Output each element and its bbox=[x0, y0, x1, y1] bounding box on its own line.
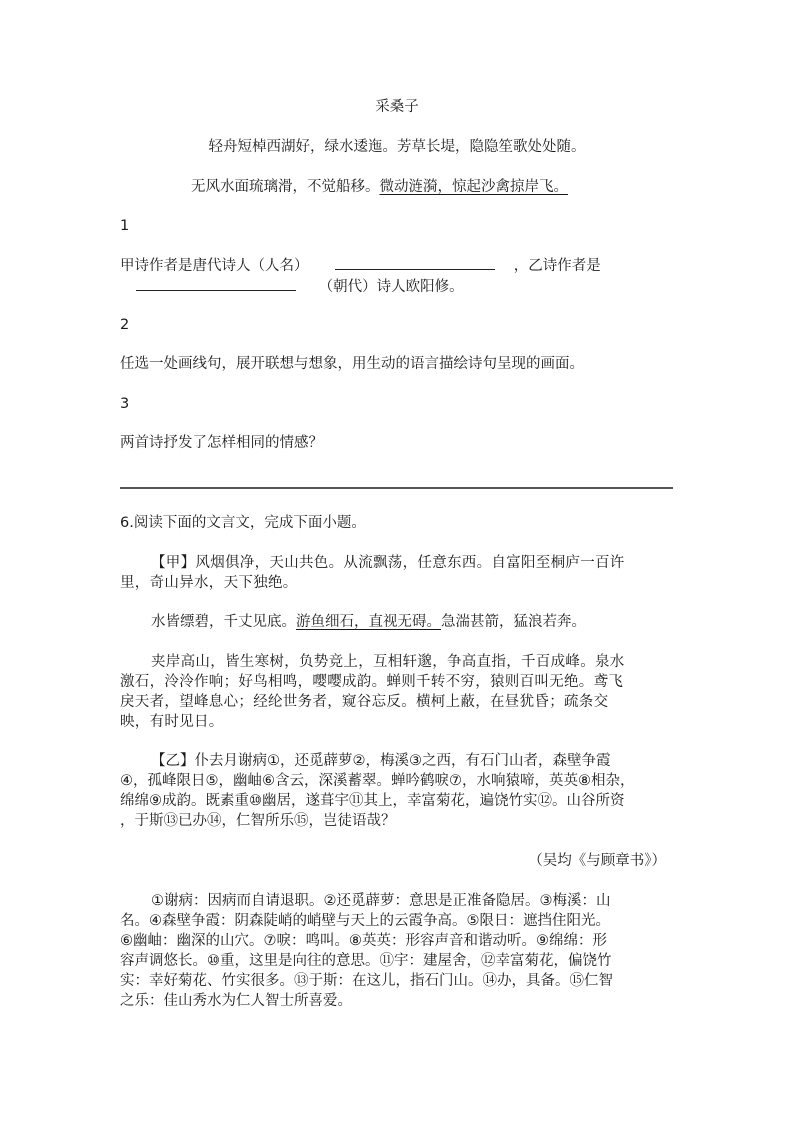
jia-paragraph-3-line-1: 夹岸高山，皆生寒树，负势竞上，互相轩邈，争高直指，千百成峰。泉水 bbox=[151, 654, 625, 670]
answer-blank-poet[interactable] bbox=[335, 255, 495, 270]
question-1-text-a: 甲诗作者是唐代诗人（人名） bbox=[120, 258, 309, 274]
section-divider bbox=[120, 487, 673, 489]
question-1-text-b: ，乙诗作者是 bbox=[513, 258, 601, 274]
notes-line-3: ⑥幽岫：幽深的山穴。⑦唳：鸣叫。⑧英英：形容声音和谐动听。⑨绵绵：形 bbox=[120, 933, 607, 949]
jia-paragraph-3-line-4: 映，有时见日。 bbox=[120, 714, 224, 730]
source-citation: （吴均《与顾章书》） bbox=[528, 853, 666, 869]
yi-paragraph-line-3: 绵绵⑨成韵。既素重⑩幽居，遂葺宇⑪其上，幸富菊花，遍饶竹实⑫。山谷所资 bbox=[120, 793, 625, 809]
question-3-text: 两首诗抒发了怎样相同的情感？ bbox=[120, 435, 323, 451]
question-1-text-c: （朝代）诗人欧阳修。 bbox=[318, 279, 464, 295]
jia-paragraph-2 bbox=[151, 612, 586, 632]
yi-paragraph-line-1: 【乙】仆去月谢病①，还觅薜萝②，梅溪③之西，有石门山者，森壁争霞 bbox=[151, 753, 611, 769]
jia-paragraph-3-line-3: 戾天者，望峰息心；经纶世务者，窥谷忘反。横柯上蔽，在昼犹昏；疏条交 bbox=[120, 694, 609, 710]
question-3-number: 3 bbox=[120, 396, 130, 412]
answer-blank-dynasty[interactable] bbox=[136, 276, 296, 291]
question-1-number: 1 bbox=[120, 218, 130, 234]
poem-line-1: 轻舟短棹西湖好，绿水逶迤。芳草长堤，隐隐笙歌处处随。 bbox=[208, 139, 586, 155]
notes-line-1: ①谢病：因病而自请退职。②还觅薜萝：意思是正准备隐居。③梅溪：山 bbox=[151, 893, 611, 909]
notes-line-4: 容声调悠长。⑩重，这里是向往的意思。⑪宇：建屋舍，⑫幸富菊花，偏饶竹 bbox=[120, 953, 612, 969]
poem-line-2-plain: 无风水面琉璃滑，不觉船移。 bbox=[191, 179, 380, 195]
question-1-line-1 bbox=[120, 255, 601, 276]
jia-paragraph-2-pre: 水皆缥碧，千丈见底。 bbox=[151, 614, 296, 630]
question-2-number: 2 bbox=[120, 317, 130, 333]
jia-paragraph-1-line-2: 里，奇山异水，天下独绝。 bbox=[120, 575, 298, 591]
notes-line-6: 之乐：佳山秀水为仁人智士所喜爱。 bbox=[120, 993, 352, 1009]
section-6-heading: 6.阅读下面的文言文，完成下面小题。 bbox=[120, 515, 366, 531]
poem-line-2-underlined: 微动涟漪，惊起沙禽掠岸飞。 bbox=[379, 179, 568, 195]
jia-paragraph-3-line-2: 激石，泠泠作响；好鸟相鸣，嘤嘤成韵。蝉则千转不穷，猿则百叫无绝。鸢飞 bbox=[120, 674, 624, 690]
jia-paragraph-1-line-1: 【甲】风烟俱净，天山共色。从流飘荡，任意东西。自富阳至桐庐一百许 bbox=[151, 555, 625, 571]
notes-line-2: 名。④森壁争霞：阴森陡峭的峭壁与天上的云霞争高。⑤限日：遮挡住阳光。 bbox=[120, 913, 610, 929]
yi-paragraph-line-2: ④，孤峰限日⑤，幽岫⑥含云，深溪蓄翠。蝉吟鹤唳⑦，水响猿啼，英英⑧相杂， bbox=[120, 773, 635, 789]
poem-line-2 bbox=[191, 177, 568, 197]
notes-line-5: 实：幸好菊花、竹实很多。⑬于斯：在这儿，指石门山。⑭办，具备。⑮仁智 bbox=[120, 973, 613, 989]
question-1-line-2 bbox=[136, 276, 464, 297]
jia-paragraph-2-post: 急湍甚箭，猛浪若奔。 bbox=[441, 614, 586, 630]
poem-title: 采桑子 bbox=[375, 99, 419, 115]
jia-paragraph-2-underlined: 游鱼细石，直视无碍。 bbox=[296, 614, 441, 630]
question-2-text: 任选一处画线句，展开联想与想象，用生动的语言描绘诗句呈现的画面。 bbox=[120, 356, 584, 372]
yi-paragraph-line-4: ，于斯⑬已办⑭，仁智所乐⑮，岂徒语哉？ bbox=[120, 813, 396, 829]
